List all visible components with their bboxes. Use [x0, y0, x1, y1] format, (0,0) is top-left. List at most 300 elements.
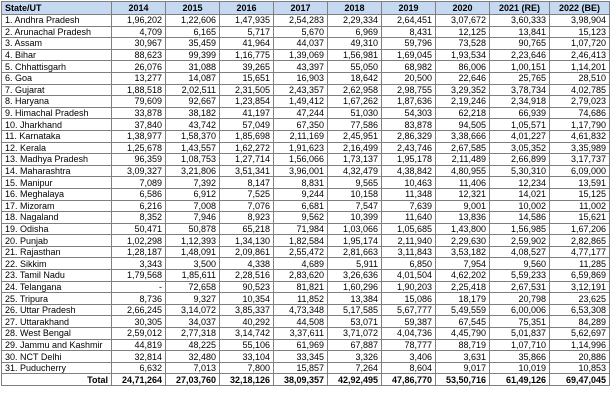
value-cell: 37,840 [112, 119, 166, 131]
value-cell: 67,350 [274, 119, 328, 131]
value-cell: 1,28,187 [112, 246, 166, 258]
value-cell: 22,646 [436, 72, 490, 84]
table-row [2, 188, 610, 200]
value-cell: 2,43,746 [382, 142, 436, 154]
value-cell: 1,34,130 [220, 235, 274, 247]
value-cell: 4,02,785 [550, 84, 610, 96]
value-cell: 12,234 [490, 177, 550, 189]
value-cell: 1,12,393 [166, 235, 220, 247]
value-cell: 9,017 [436, 362, 490, 374]
column-header-state: State/UT [2, 2, 112, 15]
table-row [2, 96, 610, 108]
value-cell: 6,681 [274, 200, 328, 212]
value-cell: 2,29,334 [328, 15, 382, 27]
value-cell: 1,07,720 [550, 38, 610, 50]
value-cell: 15,621 [550, 212, 610, 224]
value-cell: 11,852 [274, 293, 328, 305]
state-name-cell: 5. Chhattisgarh [2, 61, 112, 73]
value-cell: 10,399 [328, 212, 382, 224]
state-name-cell: 11. Karnataka [2, 130, 112, 142]
value-cell: 2,11,489 [436, 154, 490, 166]
table-row [2, 177, 610, 189]
value-cell: 2,59,902 [490, 235, 550, 247]
state-name-cell: 4. Bihar [2, 49, 112, 61]
state-name-cell: 7. Gujarat [2, 84, 112, 96]
column-header-year: 2022 (BE) [550, 2, 610, 15]
value-cell: 77,586 [328, 119, 382, 131]
value-cell: 78,777 [382, 339, 436, 351]
value-cell: 73,528 [436, 38, 490, 50]
value-cell: 13,384 [328, 293, 382, 305]
value-cell: 4,80,955 [436, 165, 490, 177]
value-cell: 8,831 [274, 177, 328, 189]
value-cell: 62,218 [436, 107, 490, 119]
value-cell: 8,352 [112, 212, 166, 224]
state-name-cell: 3. Assam [2, 38, 112, 50]
state-name-cell: 8. Haryana [2, 96, 112, 108]
state-name-cell: 19. Odisha [2, 223, 112, 235]
value-cell: 6,850 [382, 258, 436, 270]
value-cell: 1,17,790 [550, 119, 610, 131]
value-cell: 74,686 [550, 107, 610, 119]
value-cell: 35,866 [490, 351, 550, 363]
table-body [2, 15, 610, 386]
table-row [2, 49, 610, 61]
value-cell: 2,25,418 [436, 281, 490, 293]
value-cell: 2,67,585 [436, 142, 490, 154]
column-header-year: 2020 [436, 2, 490, 15]
value-cell: 16,903 [274, 72, 328, 84]
value-cell: 66,939 [490, 107, 550, 119]
value-cell: 20,798 [490, 293, 550, 305]
value-cell: 40,292 [220, 316, 274, 328]
value-cell: 3,14,072 [166, 304, 220, 316]
value-cell: 53,071 [328, 316, 382, 328]
value-cell: 39,265 [220, 61, 274, 73]
value-cell: 2,64,451 [382, 15, 436, 27]
value-cell: 6,53,308 [550, 304, 610, 316]
value-cell: 1,67,262 [328, 96, 382, 108]
value-cell: 50,471 [112, 223, 166, 235]
value-cell: 4,73,348 [274, 304, 328, 316]
value-cell: 68,982 [382, 61, 436, 73]
value-cell: 65,218 [220, 223, 274, 235]
state-name-cell: 1. Andhra Pradesh [2, 15, 112, 27]
value-cell: 5,30,310 [490, 165, 550, 177]
state-name-cell: 21. Rajasthan [2, 246, 112, 258]
value-cell: 2,23,646 [490, 49, 550, 61]
value-cell: 2,11,940 [382, 235, 436, 247]
value-cell: 26,076 [112, 61, 166, 73]
column-header-year: 2016 [220, 2, 274, 15]
value-cell: 3,17,737 [550, 154, 610, 166]
value-cell: 57,049 [220, 119, 274, 131]
value-cell: 5,717 [220, 26, 274, 38]
total-value-cell: 38,09,357 [274, 374, 328, 386]
debt-table [1, 1, 610, 386]
value-cell: 7,076 [220, 200, 274, 212]
value-cell: 7,946 [166, 212, 220, 224]
state-name-cell: 25. Tripura [2, 293, 112, 305]
value-cell: 13,841 [490, 26, 550, 38]
value-cell: 72,658 [166, 281, 220, 293]
table-row [2, 362, 610, 374]
value-cell: 1,16,775 [220, 49, 274, 61]
value-cell: 28,510 [550, 72, 610, 84]
value-cell: 2,59,012 [112, 328, 166, 340]
value-cell: 1,56,981 [328, 49, 382, 61]
value-cell: 2,67,531 [490, 281, 550, 293]
value-cell: 10,002 [490, 200, 550, 212]
value-cell: 1,05,685 [382, 223, 436, 235]
value-cell: 1,23,854 [220, 96, 274, 108]
value-cell: 15,123 [550, 26, 610, 38]
value-cell: 4,61,832 [550, 130, 610, 142]
value-cell: 3,21,806 [166, 165, 220, 177]
state-name-cell: 14. Maharashtra [2, 165, 112, 177]
value-cell: 88,719 [436, 339, 490, 351]
value-cell: 48,225 [166, 339, 220, 351]
value-cell: 1,14,996 [550, 339, 610, 351]
value-cell: 1,00,151 [490, 61, 550, 73]
value-cell: 1,79,568 [112, 270, 166, 282]
value-cell: 2,19,246 [436, 96, 490, 108]
value-cell: 3,343 [112, 258, 166, 270]
table-row [2, 223, 610, 235]
value-cell: 6,00,006 [490, 304, 550, 316]
value-cell: 2,45,951 [328, 130, 382, 142]
value-cell: 51,030 [328, 107, 382, 119]
column-header-year: 2021 (RE) [490, 2, 550, 15]
total-value-cell: 32,18,126 [220, 374, 274, 386]
value-cell: 3,51,341 [220, 165, 274, 177]
value-cell: 8,147 [220, 177, 274, 189]
table-row [2, 281, 610, 293]
value-cell: 34,037 [166, 316, 220, 328]
value-cell: 3,326 [328, 351, 382, 363]
state-name-cell: 26. Uttar Pradesh [2, 304, 112, 316]
table-row [2, 246, 610, 258]
value-cell: 7,525 [220, 188, 274, 200]
value-cell: 7,639 [382, 200, 436, 212]
value-cell: 3,29,352 [436, 84, 490, 96]
value-cell: 20,886 [550, 351, 610, 363]
value-cell: 9,565 [328, 177, 382, 189]
state-name-cell: 16. Meghalaya [2, 188, 112, 200]
value-cell: 1,22,606 [166, 15, 220, 27]
value-cell: 5,911 [328, 258, 382, 270]
table-row [2, 316, 610, 328]
total-label: Total [2, 374, 112, 386]
value-cell: 7,013 [166, 362, 220, 374]
value-cell: 3,71,072 [328, 328, 382, 340]
value-cell: 13,591 [550, 177, 610, 189]
value-cell: 1,47,935 [220, 15, 274, 27]
state-name-cell: 23. Tamil Nadu [2, 270, 112, 282]
value-cell: 33,104 [220, 351, 274, 363]
value-cell: 54,303 [382, 107, 436, 119]
value-cell: 9,562 [274, 212, 328, 224]
value-cell: 61,969 [274, 339, 328, 351]
table-row [2, 142, 610, 154]
total-row [2, 374, 610, 386]
value-cell: 6,632 [112, 362, 166, 374]
value-cell: 1,88,518 [112, 84, 166, 96]
state-name-cell: 22. Sikkim [2, 258, 112, 270]
value-cell: 4,08,527 [490, 246, 550, 258]
value-cell: 1,07,710 [490, 339, 550, 351]
value-cell: 1,39,069 [274, 49, 328, 61]
value-cell: 6,586 [112, 188, 166, 200]
total-value-cell: 61,49,126 [490, 374, 550, 386]
value-cell: 8,604 [382, 362, 436, 374]
value-cell: 31,088 [166, 61, 220, 73]
column-header-year: 2019 [382, 2, 436, 15]
value-cell: 88,623 [112, 49, 166, 61]
value-cell: 7,264 [328, 362, 382, 374]
table-row [2, 61, 610, 73]
value-cell: 4,709 [112, 26, 166, 38]
state-name-cell: 28. West Bengal [2, 328, 112, 340]
table-row [2, 304, 610, 316]
value-cell: 49,310 [328, 38, 382, 50]
table-row [2, 293, 610, 305]
value-cell: 1,03,066 [328, 223, 382, 235]
total-value-cell: 24,71,264 [112, 374, 166, 386]
value-cell: 43,742 [166, 119, 220, 131]
value-cell: 10,158 [328, 188, 382, 200]
value-cell: 3,37,611 [274, 328, 328, 340]
value-cell: 15,651 [220, 72, 274, 84]
value-cell: 83,878 [382, 119, 436, 131]
value-cell: 1,90,203 [382, 281, 436, 293]
value-cell: 5,67,777 [382, 304, 436, 316]
state-name-cell: 12. Kerala [2, 142, 112, 154]
value-cell: 59,387 [382, 316, 436, 328]
value-cell: 12,321 [436, 188, 490, 200]
value-cell: 3,98,904 [550, 15, 610, 27]
value-cell: 44,508 [274, 316, 328, 328]
value-cell: 2,66,245 [112, 304, 166, 316]
value-cell: 1,62,272 [220, 142, 274, 154]
value-cell: 8,431 [382, 26, 436, 38]
value-cell: 32,814 [112, 351, 166, 363]
value-cell: 71,984 [274, 223, 328, 235]
value-cell: 67,545 [436, 316, 490, 328]
value-cell: 2,43,357 [274, 84, 328, 96]
value-cell: 2,98,755 [382, 84, 436, 96]
value-cell: 7,800 [220, 362, 274, 374]
value-cell: 1,95,174 [328, 235, 382, 247]
state-name-cell: 9. Himachal Pradesh [2, 107, 112, 119]
value-cell: 1,56,985 [490, 223, 550, 235]
table-row [2, 212, 610, 224]
value-cell: 7,547 [328, 200, 382, 212]
value-cell: 14,021 [490, 188, 550, 200]
column-header-year: 2015 [166, 2, 220, 15]
value-cell: 11,640 [382, 212, 436, 224]
value-cell: 2,16,499 [328, 142, 382, 154]
value-cell: 6,09,000 [550, 165, 610, 177]
value-cell: 6,969 [328, 26, 382, 38]
value-cell: 90,765 [490, 38, 550, 50]
value-cell: 8,923 [220, 212, 274, 224]
value-cell: 1,85,611 [166, 270, 220, 282]
value-cell: 18,179 [436, 293, 490, 305]
value-cell: 3,38,666 [436, 130, 490, 142]
table-row [2, 351, 610, 363]
value-cell: 12,125 [436, 26, 490, 38]
state-name-cell: 2. Arunachal Pradesh [2, 26, 112, 38]
value-cell: 4,01,227 [490, 130, 550, 142]
value-cell: 5,49,559 [436, 304, 490, 316]
column-header-year: 2018 [328, 2, 382, 15]
value-cell: 33,345 [274, 351, 328, 363]
value-cell: 2,29,630 [436, 235, 490, 247]
table-row [2, 72, 610, 84]
value-cell: 35,459 [166, 38, 220, 50]
value-cell: 3,631 [436, 351, 490, 363]
value-cell: 3,35,989 [550, 142, 610, 154]
value-cell: 1,48,091 [166, 246, 220, 258]
value-cell: 9,001 [436, 200, 490, 212]
value-cell: 2,83,620 [274, 270, 328, 282]
value-cell: 32,480 [166, 351, 220, 363]
value-cell: - [112, 281, 166, 293]
value-cell: 5,01,837 [490, 328, 550, 340]
value-cell: 2,77,318 [166, 328, 220, 340]
value-cell: 1,96,202 [112, 15, 166, 27]
value-cell: 13,836 [436, 212, 490, 224]
table-row [2, 154, 610, 166]
total-value-cell: 47,86,770 [382, 374, 436, 386]
value-cell: 2,28,516 [220, 270, 274, 282]
state-name-cell: 15. Manipur [2, 177, 112, 189]
value-cell: 3,500 [166, 258, 220, 270]
value-cell: 3,12,191 [550, 281, 610, 293]
value-cell: 41,964 [220, 38, 274, 50]
value-cell: 4,04,736 [382, 328, 436, 340]
table-row [2, 258, 610, 270]
value-cell: 3,11,843 [382, 246, 436, 258]
value-cell: 3,14,742 [220, 328, 274, 340]
value-cell: 1,14,201 [550, 61, 610, 73]
column-header-year: 2014 [112, 2, 166, 15]
value-cell: 9,560 [490, 258, 550, 270]
table-row [2, 339, 610, 351]
value-cell: 2,66,899 [490, 154, 550, 166]
value-cell: 7,392 [166, 177, 220, 189]
value-cell: 2,81,663 [328, 246, 382, 258]
value-cell: 11,002 [550, 200, 610, 212]
table-row [2, 15, 610, 27]
value-cell: 2,09,861 [220, 246, 274, 258]
value-cell: 3,05,352 [490, 142, 550, 154]
value-cell: 92,667 [166, 96, 220, 108]
value-cell: 75,351 [490, 316, 550, 328]
value-cell: 20,500 [382, 72, 436, 84]
value-cell: 2,82,865 [550, 235, 610, 247]
total-value-cell: 69,47,045 [550, 374, 610, 386]
value-cell: 14,586 [490, 212, 550, 224]
value-cell: 2,11,169 [274, 130, 328, 142]
value-cell: 25,765 [490, 72, 550, 84]
value-cell: 81,821 [274, 281, 328, 293]
value-cell: 4,338 [220, 258, 274, 270]
value-cell: 2,54,283 [274, 15, 328, 27]
state-name-cell: 20. Punjab [2, 235, 112, 247]
value-cell: 3,53,182 [436, 246, 490, 258]
value-cell: 15,125 [550, 188, 610, 200]
value-cell: 1,02,298 [112, 235, 166, 247]
value-cell: 3,78,734 [490, 84, 550, 96]
value-cell: 1,43,557 [166, 142, 220, 154]
total-value-cell: 42,92,495 [328, 374, 382, 386]
table-row [2, 235, 610, 247]
table-row [2, 200, 610, 212]
value-cell: 1,49,412 [274, 96, 328, 108]
value-cell: 2,31,505 [220, 84, 274, 96]
table-row [2, 270, 610, 282]
value-cell: 79,609 [112, 96, 166, 108]
value-cell: 99,399 [166, 49, 220, 61]
value-cell: 9,244 [274, 188, 328, 200]
value-cell: 86,006 [436, 61, 490, 73]
value-cell: 10,019 [490, 362, 550, 374]
state-name-cell: 13. Madhya Pradesh [2, 154, 112, 166]
value-cell: 18,642 [328, 72, 382, 84]
value-cell: 41,197 [220, 107, 274, 119]
value-cell: 11,285 [550, 258, 610, 270]
value-cell: 11,406 [436, 177, 490, 189]
value-cell: 84,289 [550, 316, 610, 328]
table-row [2, 84, 610, 96]
table-row [2, 26, 610, 38]
value-cell: 7,954 [436, 258, 490, 270]
value-cell: 2,55,472 [274, 246, 328, 258]
table-row [2, 130, 610, 142]
value-cell: 1,56,066 [274, 154, 328, 166]
state-name-cell: 29. Jammu and Kashmir [2, 339, 112, 351]
table-row [2, 107, 610, 119]
total-value-cell: 53,50,716 [436, 374, 490, 386]
value-cell: 43,397 [274, 61, 328, 73]
value-cell: 30,967 [112, 38, 166, 50]
value-cell: 8,736 [112, 293, 166, 305]
state-name-cell: 31. Puducherry [2, 362, 112, 374]
value-cell: 1,69,045 [382, 49, 436, 61]
state-name-cell: 30. NCT Delhi [2, 351, 112, 363]
value-cell: 1,05,571 [490, 119, 550, 131]
value-cell: 1,93,534 [436, 49, 490, 61]
value-cell: 1,91,623 [274, 142, 328, 154]
table-row [2, 165, 610, 177]
value-cell: 47,244 [274, 107, 328, 119]
column-header-year: 2017 [274, 2, 328, 15]
value-cell: 7,089 [112, 177, 166, 189]
value-cell: 3,406 [382, 351, 436, 363]
value-cell: 5,62,697 [550, 328, 610, 340]
value-cell: 11,348 [382, 188, 436, 200]
value-cell: 3,07,672 [436, 15, 490, 27]
state-name-cell: 24. Telangana [2, 281, 112, 293]
value-cell: 1,27,714 [220, 154, 274, 166]
total-value-cell: 27,03,760 [166, 374, 220, 386]
state-name-cell: 10. Jharkhand [2, 119, 112, 131]
value-cell: 2,62,958 [328, 84, 382, 96]
value-cell: 1,60,296 [328, 281, 382, 293]
value-cell: 9,327 [166, 293, 220, 305]
